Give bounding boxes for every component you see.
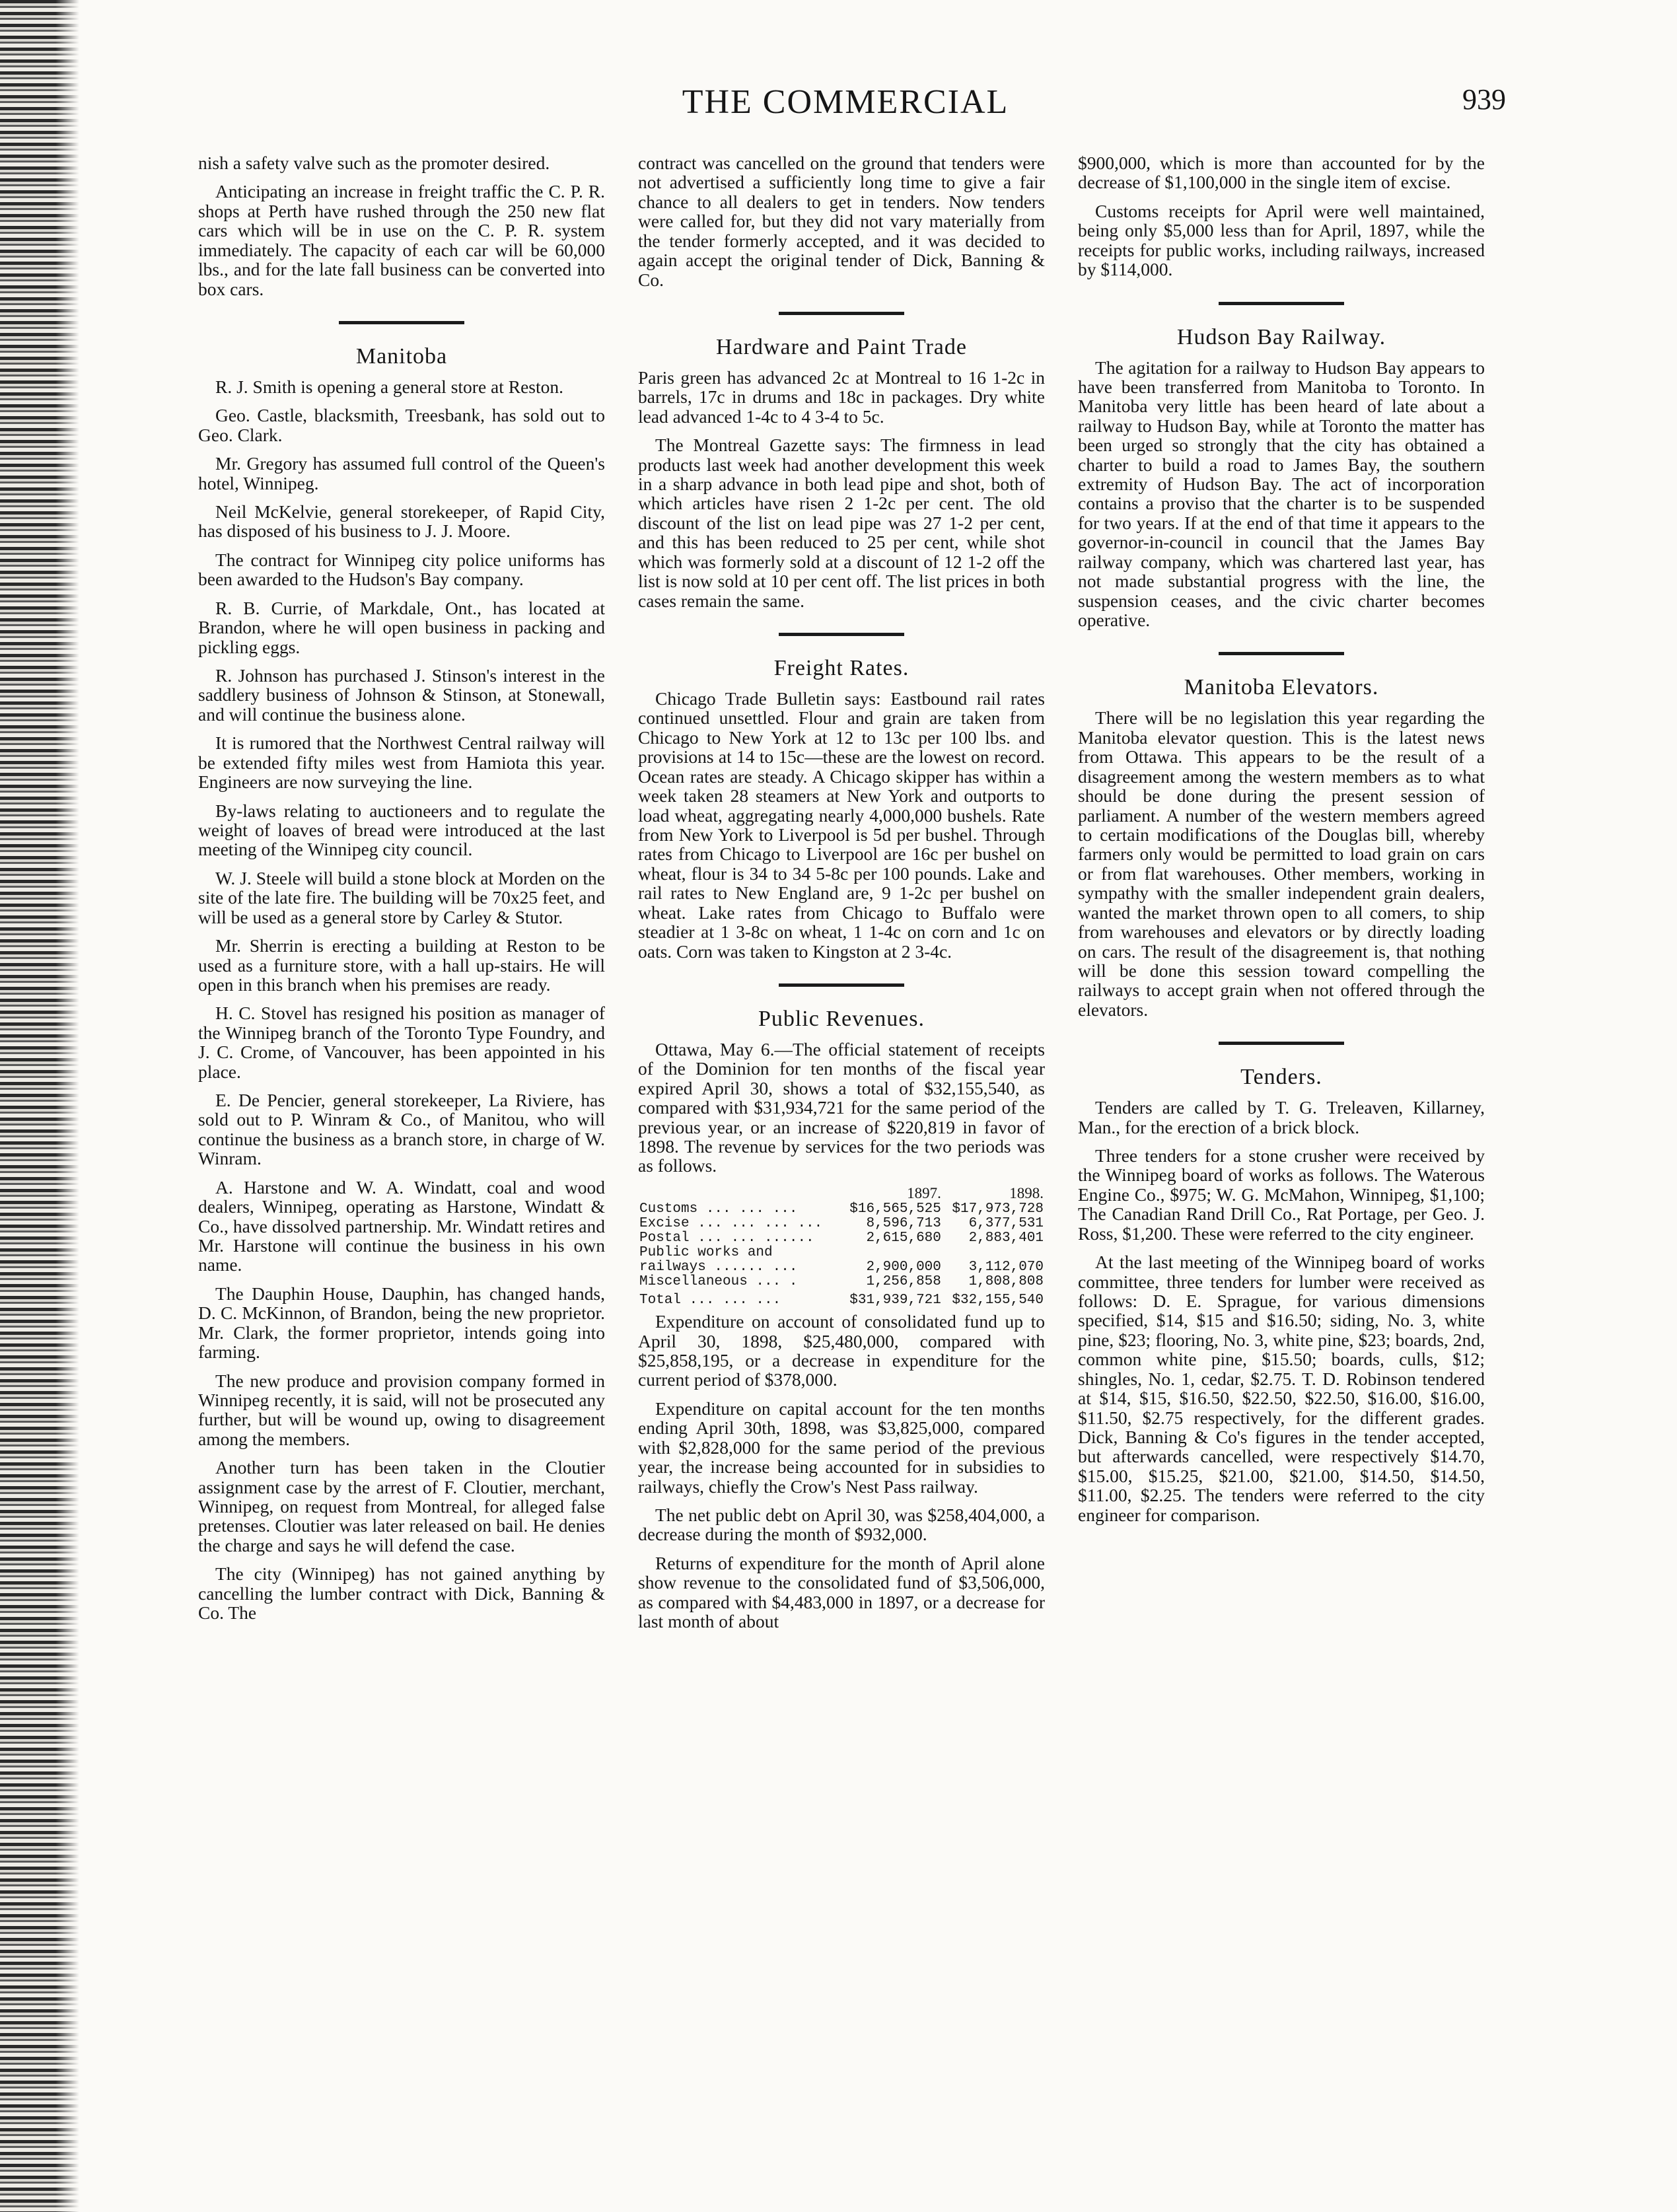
table-cell bbox=[840, 1246, 943, 1260]
table-row-label: Public works and bbox=[639, 1245, 773, 1261]
table-cell: 3,112,070 bbox=[968, 1260, 1044, 1275]
paragraph: Neil McKelvie, general storekeeper, of Rapid City, has disposed of his business to J. J. Moore. bbox=[198, 501, 605, 542]
section-heading-manitoba: Manitoba bbox=[355, 343, 448, 369]
paragraph: Chicago Trade Bulletin says: Eastbound rail rates continued unsettled. Flour and grain are taken from Chicago to New York at 12 to 13c per 100 lbs. and provisions at 14 to 15c—these are the lowest on record. Ocean rates are steady. A Chicago skipper has within a week taken 28 steamers at New York and outports to load wheat, aggregating nearly 4,000,000 bushels. Rate from New York to Liverpool is 5d per bushel. Through rates from Chicago to Liverpool are 16c per bushel on wheat, flour is 34 to 34 5-8c per 100 pounds. Lake and rail rates to New England are, 9 1-2c per bushel on wheat. Lake rates from Chicago to Buffalo were steadier at 1 3-8c on wheat, 1 1-4c on corn and 1c on oats. Corn was taken to Kingston at 2 3-4c. bbox=[638, 688, 1045, 962]
table-total-cell: $31,939,721 bbox=[849, 1293, 941, 1308]
publication-title: THE COMMERCIAL bbox=[682, 83, 1009, 121]
paragraph: W. J. Steele will build a stone block at Morden on the site of the late fire. The building will be 70x25 feet, and will be used as a general store by Carley & Stutor. bbox=[198, 867, 605, 927]
paragraph: The city (Winnipeg) has not gained anything by cancelling the lumber contract with Dick, Banning & Co. The bbox=[198, 1563, 605, 1623]
section-heading-tenders: Tenders. bbox=[1240, 1065, 1322, 1090]
paragraph: Three tenders for a stone crusher were received by the Winnipeg board of works as follows. The Waterous Engine Co., $975; W. G. McMahon, Winnipeg, $1,100; The Canadian Rand Drill Co., Rat Portage, per Geo. J. Ross, $1,200. These were referred to the city engineer. bbox=[1078, 1145, 1485, 1244]
table-cell: 6,377,531 bbox=[968, 1215, 1044, 1231]
table-cell: 2,615,680 bbox=[866, 1230, 941, 1246]
paragraph: The new produce and provision company formed in Winnipeg recently, it is said, will not be prosecuted any further, but will be wound up, owing to disagreement among the members. bbox=[198, 1370, 605, 1449]
table-row-label: Excise ... ... ... ... bbox=[639, 1215, 823, 1231]
table-row bbox=[638, 1202, 1045, 1217]
table-cell: 2,900,000 bbox=[866, 1260, 941, 1275]
table-row-label: Miscellaneous ... . bbox=[639, 1274, 798, 1290]
table-row-label: railways ...... ... bbox=[639, 1260, 798, 1275]
paragraph: It is rumored that the Northwest Central railway will be extended fifty miles west from Hamiota this year. Engineers are now surveying the line. bbox=[198, 732, 605, 793]
table-row bbox=[638, 1275, 1045, 1289]
column-3 bbox=[1078, 153, 1485, 2174]
paragraph: Mr. Gregory has assumed full control of the Queen's hotel, Winnipeg. bbox=[198, 453, 605, 493]
table-cell: 8,596,713 bbox=[866, 1215, 941, 1231]
table-total-cell: $32,155,540 bbox=[952, 1293, 1044, 1308]
table-row bbox=[638, 1246, 1045, 1260]
table-cell: 2,883,401 bbox=[968, 1230, 1044, 1246]
paragraph: contract was cancelled on the ground that tenders were not advertised a sufficiently long time to give a fair chance to all dealers to get in tenders. Now tenders were called for, but they did not vary materially from the tender formerly accepted, and it was decided to again accept the original tender of Dick, Banning & Co. bbox=[638, 153, 1045, 290]
table-row bbox=[638, 1260, 1045, 1275]
table-total-label: Total ... ... ... bbox=[639, 1293, 781, 1308]
paragraph: Tenders are called by T. G. Treleaven, Killarney, Man., for the erection of a brick block. bbox=[1078, 1097, 1485, 1137]
paragraph: E. De Pencier, general storekeeper, La Riviere, has sold out to P. Winram & Co., of Manitou, who will continue the business as a branch store, in charge of W. Winram. bbox=[198, 1090, 605, 1169]
paragraph: The net public debt on April 30, was $258,404,000, a decrease during the month of $932,000. bbox=[638, 1505, 1045, 1545]
paragraph: The agitation for a railway to Hudson Bay appears to have been transferred from Manitoba to Toronto. In Manitoba very little has been heard of late about a railway to Hudson Bay, while at Toronto the matter has been urged so strongly that the city has obtained a charter to build a road to James Bay, the southern extremity of Hudson Bay. The act of incorporation contains a proviso that the charter is to be suspended for two years. If at the end of that time it appears to the governor-in-council in council that the James Bay railway company, which was chartered last year, has not made substantial progress with the line, the suspension ceases, and the civic charter becomes operative. bbox=[1078, 357, 1485, 631]
section-divider bbox=[1219, 652, 1344, 655]
paragraph: The Montreal Gazette says: The firmness in lead products last week had another development this week in a sharp advance in both lead pipe and shot, both of which articles have risen 2 1-2c per cent. The old discount of the list on lead pipe was 27 1-2 per cent, and this has been reduced to 25 per cent, while shot which was formerly sold at a discount of 12 1-2 off the list is now sold at 10 per cent off. The list prices in both cases remain the same. bbox=[638, 435, 1045, 611]
section-divider bbox=[779, 312, 904, 315]
paragraph: The contract for Winnipeg city police uniforms has been awarded to the Hudson's Bay company. bbox=[198, 549, 605, 590]
table-row-label: Customs ... ... ... bbox=[639, 1201, 798, 1217]
article-columns bbox=[198, 153, 1486, 2174]
section-divider bbox=[1219, 302, 1344, 305]
paragraph: Another turn has been taken in the Cloutier assignment case by the arrest of F. Cloutier, merchant, Winnipeg, on request from Montreal, for alleged false pretenses. Cloutier was later released on bail. He denies the charge and says he will defend the case. bbox=[198, 1457, 605, 1555]
section-divider bbox=[779, 633, 904, 636]
paragraph: $900,000, which is more than accounted for by the decrease of $1,100,000 in the single item of excise. bbox=[1078, 153, 1485, 193]
page-binding-edge bbox=[0, 0, 79, 2212]
paragraph: Returns of expenditure for the month of April alone show revenue to the consolidated fund of $3,506,000, as compared with $4,483,000 in 1897, or a decrease for last month of about bbox=[638, 1552, 1045, 1632]
section-divider bbox=[779, 983, 904, 987]
section-heading-hudson-bay-railway: Hudson Bay Railway. bbox=[1176, 324, 1386, 349]
paragraph: A. Harstone and W. A. Windatt, coal and wood dealers, Winnipeg, operating as Harstone, Windatt & Co., have dissolved partnership. Mr. Windatt retires and Mr. Harstone will continue the business in his own name. bbox=[198, 1176, 605, 1275]
paragraph: R. Johnson has purchased J. Stinson's interest in the saddlery business of Johnson & Stinson, at Stonewall, and will continue the business alone. bbox=[198, 665, 605, 725]
column-1 bbox=[198, 153, 605, 2174]
section-divider bbox=[1219, 1042, 1344, 1045]
table-cell: 1,256,858 bbox=[866, 1274, 941, 1290]
section-heading-public-revenues: Public Revenues. bbox=[758, 1006, 925, 1031]
table-row-label: Postal ... ... ...... bbox=[639, 1230, 814, 1246]
paragraph: R. J. Smith is opening a general store at Reston. bbox=[215, 376, 564, 397]
table-row bbox=[638, 1217, 1045, 1231]
section-heading-manitoba-elevators: Manitoba Elevators. bbox=[1184, 675, 1379, 700]
table-cell bbox=[943, 1246, 1045, 1260]
paragraph: There will be no legislation this year regarding the Manitoba elevator question. This is the latest news from Ottawa. This appears to be the result of a disagreement among the western members as to what should be done during the present session of parliament. A number of the western members agreed to certain modifications of the Douglas bill, whereby farmers only would be permitted to load grain on cars or from flat warehouses. Other members, working in sympathy with the smaller independent grain dealers, wanted the market thrown open to all comers, to ship from warehouses and elevators or by directly loading on cars. The result of the disagreement is, that nothing will be done this session toward compelling the railways to accept grain when not offered through the elevators. bbox=[1078, 707, 1485, 1020]
table-cell: $16,565,525 bbox=[849, 1201, 941, 1217]
paragraph: Expenditure on account of consolidated fund up to April 30, 1898, $25,480,000, compared with $25,858,195, or a decrease in expenditure for the current period of $378,000. bbox=[638, 1311, 1045, 1390]
paragraph: Mr. Sherrin is erecting a building at Reston to be used as a furniture store, with a hall up-stairs. He will open in this branch when his premises are ready. bbox=[198, 935, 605, 995]
paragraph: By-laws relating to auctioneers and to regulate the weight of loaves of bread were introduced at the last meeting of the Winnipeg city council. bbox=[198, 800, 605, 860]
page-number: 939 bbox=[1462, 83, 1506, 116]
paragraph: Anticipating an increase in freight traffic the C. P. R. shops at Perth have rushed through the 250 new flat cars which will be in use on the C. P. R. system immediately. The capacity of each car will be 60,000 lbs., and for the late fall business can be converted into box cars. bbox=[198, 181, 605, 299]
table-cell: $17,973,728 bbox=[952, 1201, 1044, 1217]
table-cell: 1,808,808 bbox=[968, 1274, 1044, 1290]
section-divider bbox=[339, 321, 464, 324]
table-total-row bbox=[638, 1289, 1045, 1308]
table-header-cell: 1897. bbox=[907, 1184, 941, 1201]
paragraph: R. B. Currie, of Markdale, Ont., has located at Brandon, where he will open business in packing and pickling eggs. bbox=[198, 597, 605, 657]
table-header-cell: 1898. bbox=[1009, 1184, 1044, 1201]
paragraph: Geo. Castle, blacksmith, Treesbank, has sold out to Geo. Clark. bbox=[198, 405, 605, 445]
table-header-cell bbox=[638, 1185, 840, 1202]
paragraph: Expenditure on capital account for the ten months ending April 30th, 1898, was $3,825,000, compared with $2,828,000 for the same period of the previous year, the increase being accounted for in subsidies to railways, chiefly the Crow's Nest Pass railway. bbox=[638, 1398, 1045, 1497]
section-heading-freight-rates: Freight Rates. bbox=[773, 656, 910, 681]
column-2 bbox=[638, 153, 1045, 2174]
paragraph: At the last meeting of the Winnipeg board of works committee, three tenders for lumber were received as follows: D. E. Sprague, for various dimensions specified, $14, $15 and $16.50; siding, No. 3, white pine, $23; flooring, No. 3, white pine, $23; boards, 2nd, common white pine, $15.50; boards, culls, $12; shingles, No. 1, cedar, $2.75. T. D. Robinson tendered at $14, $15, $16.50, $22.50, $22.50, $16.00, $16.00, $11.50, $2.75 respectively, for the different grades. Dick, Banning & Co's figures in the tender accepted, but afterwards cancelled, were respectively $14.70, $15.00, $15.25, $21.00, $21.00, $14.50, $14.50, $11.00, $2.25. The tenders were referred to the city engineer for comparison. bbox=[1078, 1252, 1485, 1525]
section-heading-hardware-and-paint-trade: Hardware and Paint Trade bbox=[716, 334, 967, 359]
table-header-row bbox=[638, 1185, 1045, 1202]
revenue-table bbox=[638, 1185, 1045, 1308]
table-row bbox=[638, 1231, 1045, 1246]
paragraph: Customs receipts for April were well maintained, being only $5,000 less than for April, 1897, while the receipts for public works, including railways, increased by $114,000. bbox=[1078, 200, 1485, 280]
paragraph: nish a safety valve such as the promoter desired. bbox=[198, 153, 550, 173]
paragraph: Paris green has advanced 2c at Montreal to 16 1-2c in barrels, 17c in drums and 18c in packages. Dry white lead advanced 1-4c to 4 3-4 to 5c. bbox=[638, 367, 1045, 427]
paragraph: H. C. Stovel has resigned his position as manager of the Winnipeg branch of the Toronto Type Foundry, and J. C. Crome, of Vancouver, has been appointed in his place. bbox=[198, 1003, 605, 1082]
running-head bbox=[185, 83, 1506, 129]
paragraph: Ottawa, May 6.—The official statement of receipts of the Dominion for ten months of the fiscal year expired April 30, shows a total of $32,155,540, as compared with $31,934,721 for the same period of the previous year, or an increase of $220,819 in favor of 1898. The revenue by services for the two periods was as follows. bbox=[638, 1038, 1045, 1176]
paragraph: The Dauphin House, Dauphin, has changed hands, D. C. McKinnon, of Brandon, being the new proprietor. Mr. Clark, the former proprietor, intends going into farming. bbox=[198, 1283, 605, 1363]
